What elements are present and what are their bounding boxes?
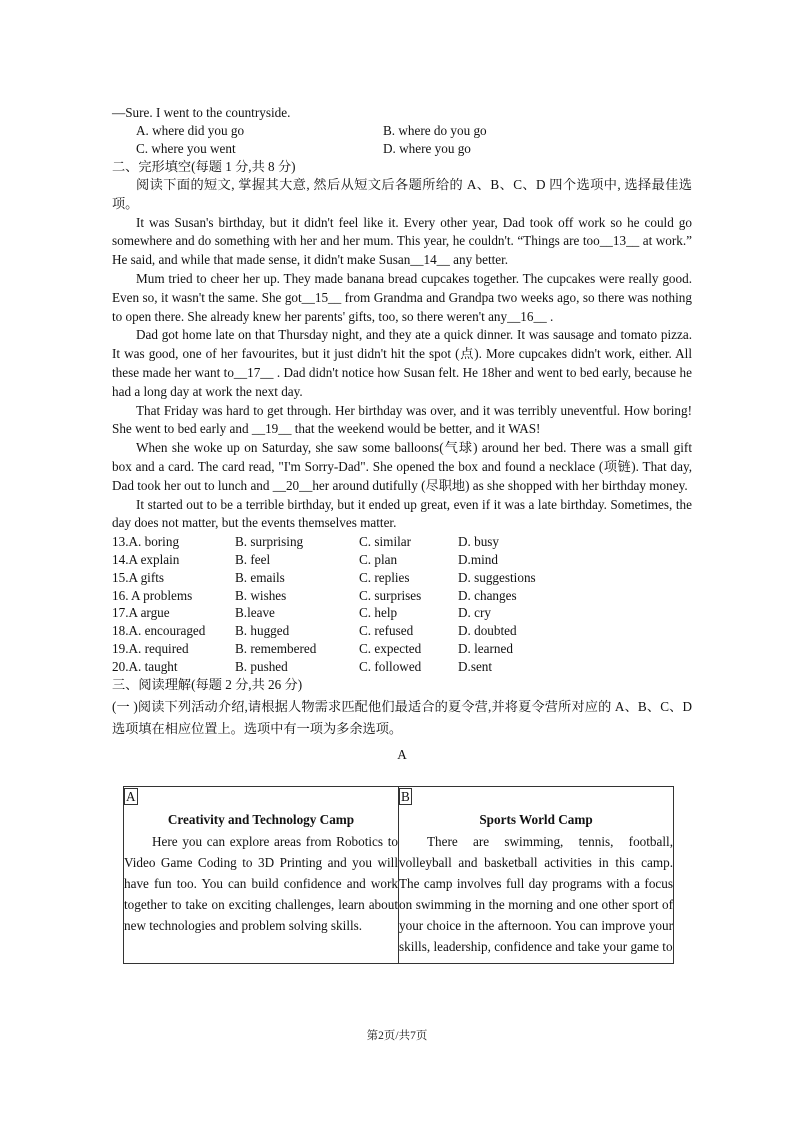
- option-b: B. surprising: [235, 534, 304, 550]
- cloze-paragraph: It was Susan's birthday, but it didn't feel like it. Every other year, Dad took off work so he could go somewhere and do something with her and her mum. This year, he couldn't. “Things are too__13__ at work.” He said, and while that made sense, it didn't make Susan__14__ any better.: [112, 214, 692, 268]
- option-d: D.sent: [458, 658, 493, 674]
- camp-letter: A: [126, 789, 136, 804]
- q12-options-row-2: [112, 140, 692, 158]
- question-row: [112, 658, 692, 676]
- question-row: [112, 587, 692, 605]
- section2-instruction: 阅读下面的短文, 掌握其大意, 然后从短文后各题所给的 A、B、C、D 四个选项中, 选择最佳选项。: [112, 177, 692, 211]
- passage-label: A: [397, 746, 407, 762]
- q12-options-row-1: [112, 122, 692, 140]
- question-row: [112, 622, 692, 640]
- option-d: D. doubted: [458, 623, 517, 639]
- option-a: 16. A problems: [112, 587, 193, 603]
- cloze-paragraph: When she woke up on Saturday, she saw some balloons(气球) around her bed. There was a small gift box and a card. The card read, "I'm Sorry-Dad". She opened the box and found a necklace (项链). That day, Dad took her out to lunch and __20__her around dutifully (尽职地) as she shopped with her birthday money.: [112, 440, 692, 493]
- cloze-paragraph: That Friday was hard to get through. Her birthday was over, and it was terribly uneventful. How boring! She went to bed early and __19__ that the weekend would be better, and it WAS!: [112, 402, 692, 437]
- option-d: D. cry: [458, 605, 491, 621]
- cloze-paragraph: It started out to be a terrible birthday, but it ended up great, even if it was a late birthday. Sometimes, the day does not matter, but the events themselves matter.: [112, 496, 692, 531]
- question-row: [112, 551, 692, 569]
- q12-option-a: A. where did you go: [136, 123, 245, 138]
- option-b: B. wishes: [235, 587, 287, 603]
- camp-description: Here you can explore areas from Robotics to Video Game Coding to 3D Printing and you will have fun too. You can build confidence and work together to take on exciting challenges, learn about new technologies and problem solving skills.: [124, 834, 398, 933]
- option-c: C. surprises: [359, 587, 422, 603]
- question-row: [112, 604, 692, 622]
- cloze-questions: [112, 533, 692, 675]
- section2-heading: 二、完形填空(每题 1 分,共 8 分): [112, 159, 296, 174]
- option-c: C. replies: [359, 569, 410, 585]
- option-c: C. help: [359, 605, 398, 621]
- option-a: 13.A. boring: [112, 534, 180, 550]
- camps-table: [123, 786, 674, 964]
- camp-cell-a: [124, 787, 399, 964]
- section3-heading: 三、阅读理解(每题 2 分,共 26 分): [112, 676, 303, 692]
- question-row: [112, 533, 692, 551]
- option-b: B. remembered: [235, 640, 317, 656]
- camp-title: Sports World Camp: [479, 812, 593, 827]
- camp-title: Creativity and Technology Camp: [167, 812, 355, 827]
- option-c: C. similar: [359, 534, 412, 550]
- option-c: C. expected: [359, 640, 422, 656]
- cloze-paragraph: Dad got home late on that Thursday night, and they ate a quick dinner. It was sausage and tomato pizza. It was good, one of her favourites, but it just didn't hit the spot (点). More cupcakes didn't work, either. All these made her want to__17__ . Dad didn't notice how Susan felt. He 18her and went to bed early, because he had a long day at work the next day.: [112, 327, 692, 399]
- option-a: 14.A explain: [112, 551, 180, 567]
- option-b: B. feel: [235, 551, 271, 567]
- q12-answer-line: —Sure. I went to the countryside.: [112, 105, 291, 120]
- option-a: 15.A gifts: [112, 569, 165, 585]
- q12-option-b: B. where do you go: [383, 123, 487, 138]
- option-c: C. plan: [359, 551, 398, 567]
- option-a: 18.A. encouraged: [112, 623, 206, 639]
- page-footer: 第2页/共7页: [366, 1030, 428, 1042]
- camp-cell-b: [399, 787, 674, 964]
- option-a: 19.A. required: [112, 640, 189, 656]
- option-b: B. hugged: [235, 623, 290, 639]
- page-content: [112, 104, 692, 764]
- option-d: D. changes: [458, 587, 517, 603]
- question-row: [112, 640, 692, 658]
- option-c: C. followed: [359, 658, 422, 674]
- option-c: C. refused: [359, 623, 414, 639]
- camp-description: There are swimming, tennis, football, volleyball and basketball activities in this camp. The camp involves full day programs with a focus on swimming in the morning and one other sport of your choice in the afternoon. You can improve your skills, leadership, confidence and take your game to: [399, 834, 673, 954]
- option-a: 20.A. taught: [112, 658, 178, 674]
- question-row: [112, 569, 692, 587]
- q12-option-d: D. where you go: [383, 141, 471, 156]
- option-d: D.mind: [458, 551, 498, 567]
- camp-letter: B: [401, 789, 410, 804]
- cloze-paragraph: Mum tried to cheer her up. They made banana bread cupcakes together. The cupcakes were really good. Even so, it wasn't the same. She got__15__ from Grandma and Grandpa two weeks ago, so there was nothing to open there. She already knew her parents' gifts, too, so there weren't any__16__ .: [112, 270, 692, 324]
- option-d: D. busy: [458, 534, 500, 550]
- option-d: D. learned: [458, 640, 513, 656]
- option-a: 17.A argue: [112, 605, 170, 621]
- option-b: B. emails: [235, 569, 285, 585]
- q12-option-c: C. where you went: [136, 141, 236, 156]
- option-b: B.leave: [235, 605, 275, 621]
- option-b: B. pushed: [235, 658, 288, 674]
- option-d: D. suggestions: [458, 569, 536, 585]
- section3-instruction: (一 )阅读下列活动介绍,请根据人物需求匹配他们最适合的夏令营,并将夏令营所对应的 A、B、C、D 选项填在相应位置上。选项中有一项为多余选项。: [112, 698, 692, 736]
